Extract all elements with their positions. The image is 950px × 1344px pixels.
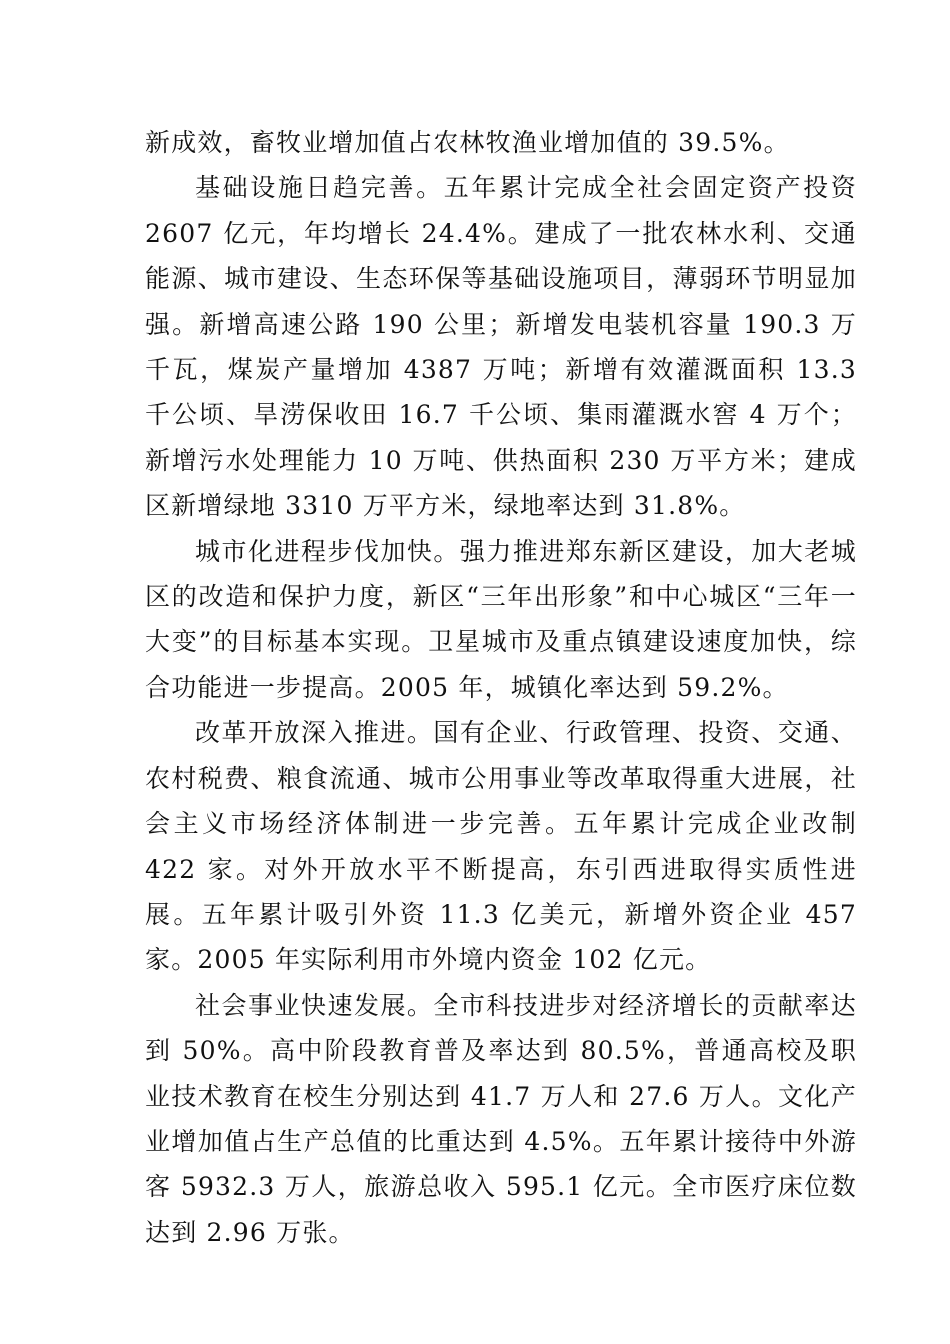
- paragraph-urbanization: 城市化进程步伐加快。强力推进郑东新区建设，加大老城区的改造和保护力度，新区“三年出形象”和中心城区“三年一大变”的目标基本实现。卫星城市及重点镇建设速度加快，综合功能进一步提高。2005 年，城镇化率达到 59.2%。: [145, 536, 857, 702]
- body-text: [145, 120, 857, 1255]
- paragraph-infrastructure: 基础设施日趋完善。五年累计完成全社会固定资产投资 2607 亿元，年均增长 24.4%。建成了一批农林水利、交通能源、城市建设、生态环保等基础设施项目，薄弱环节明显加强。新增高速公路 190 公里；新增发电装机容量 190.3 万千瓦，煤炭产量增加 4387 万吨；新增有效灌溉面积 13.3 千公顷、旱涝保收田 16.7 千公顷、集雨灌溉水窖 4 万个；新增污水处理能力 10 万吨、供热面积 230 万平方米；建成区新增绿地 3310 万平方米，绿地率达到 31.8%。: [145, 173, 857, 521]
- paragraph-social: 社会事业快速发展。全市科技进步对经济增长的贡献率达到 50%。高中阶段教育普及率达到 80.5%，普通高校及职业技术教育在校生分别达到 41.7 万人和 27.6 万人。文化产业增加值占生产总值的比重达到 4.5%。五年累计接待中外游客 5932.3 万人，旅游总收入 595.1 亿元。全市医疗床位数达到 2.96 万张。: [145, 990, 857, 1247]
- paragraph-reform: 改革开放深入推进。国有企业、行政管理、投资、交通、农村税费、粮食流通、城市公用事业等改革取得重大进展，社会主义市场经济体制进一步完善。五年累计完成企业改制 422 家。对外开放水平不断提高，东引西进取得实质性进展。五年累计吸引外资 11.3 亿美元，新增外资企业 457 家。2005 年实际利用市外境内资金 102 亿元。: [145, 718, 857, 975]
- paragraph-continued: 新成效，畜牧业增加值占农林牧渔业增加值的 39.5%。: [145, 128, 790, 157]
